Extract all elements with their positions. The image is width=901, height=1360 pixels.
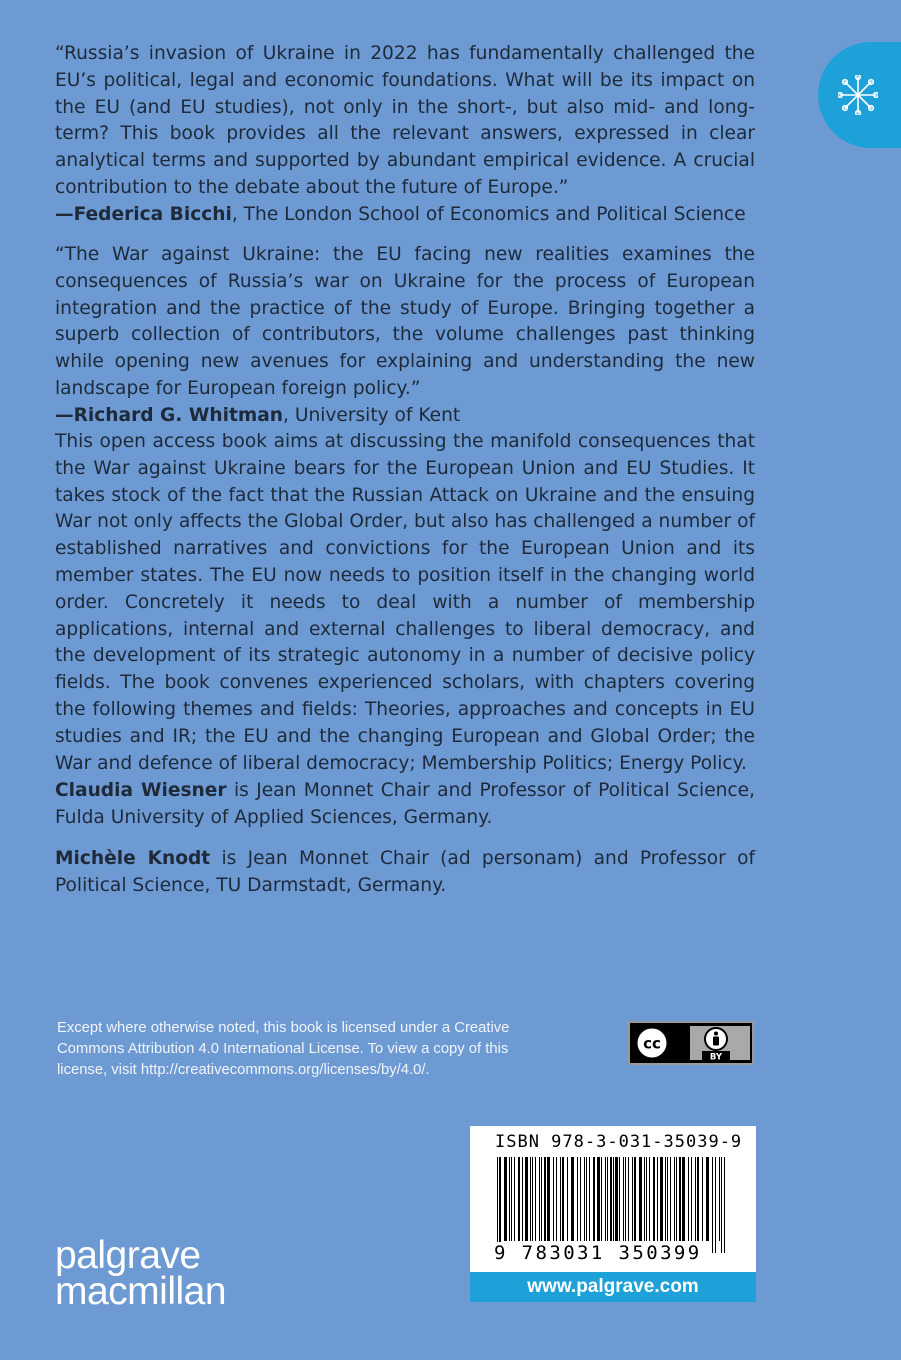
barcode-bar bbox=[625, 1157, 626, 1241]
barcode-bar bbox=[712, 1157, 713, 1253]
isbn-barcode-box bbox=[470, 1126, 756, 1302]
barcode-bar bbox=[530, 1157, 531, 1241]
isbn-label: ISBN 978-3-031-35039-9 bbox=[495, 1132, 743, 1152]
publisher-logo bbox=[55, 1234, 227, 1313]
website-link[interactable]: www.palgrave.com bbox=[470, 1272, 756, 1302]
barcode-bar bbox=[504, 1157, 507, 1241]
barcode-bar bbox=[544, 1157, 546, 1241]
barcode-bar bbox=[499, 1157, 501, 1253]
quote-text: “The War against Ukraine: the EU facing new realities examines the consequences of Russia’s war on Ukraine for the process of European integration and the practice of the study of Europe. Bringing together a superb collection of contributors, the volume challenges past thinking while opening new avenues for explaining and understanding the new landscape for European foreign policy.” bbox=[55, 244, 755, 399]
barcode-bar bbox=[539, 1157, 540, 1241]
barcode-bar bbox=[601, 1157, 602, 1241]
barcode-bar bbox=[567, 1157, 568, 1241]
barcode-bar bbox=[644, 1157, 645, 1241]
barcode-bar bbox=[562, 1157, 564, 1241]
barcode-bar bbox=[706, 1157, 709, 1241]
barcode-bar bbox=[541, 1157, 542, 1241]
author-name: Claudia Wiesner bbox=[55, 780, 227, 801]
barcode-bar bbox=[613, 1157, 614, 1241]
by-label: BY bbox=[709, 1052, 723, 1063]
author-bio-1 bbox=[55, 778, 755, 832]
barcode-bar bbox=[511, 1157, 512, 1241]
barcode-bar bbox=[719, 1157, 720, 1241]
barcode-bar bbox=[665, 1157, 666, 1241]
author-name: Michèle Knodt bbox=[55, 848, 211, 869]
barcode-bar bbox=[721, 1157, 722, 1253]
barcode-bar bbox=[525, 1157, 528, 1241]
barcode-bar bbox=[514, 1157, 515, 1241]
endorsement-quote-1 bbox=[55, 41, 755, 229]
barcode-bar bbox=[691, 1157, 692, 1241]
quote-author: —Richard G. Whitman bbox=[55, 404, 284, 426]
license-notice: Except where otherwise noted, this book is licensed under a Creative Commons Attribution 4.0 International License. To view a copy of this license, visit http://creativecommons.org/licenses/by/4.0/. bbox=[57, 1020, 510, 1078]
barcode-bar bbox=[610, 1157, 612, 1241]
barcode-bar bbox=[670, 1157, 671, 1241]
palgrave-spark-tab bbox=[818, 42, 901, 148]
barcode-bar bbox=[509, 1157, 510, 1241]
barcode-bar bbox=[724, 1157, 725, 1253]
barcode-bar bbox=[589, 1157, 590, 1241]
barcode-bar bbox=[577, 1157, 578, 1241]
barcode-bar bbox=[682, 1157, 685, 1241]
cc-icon-text: cc bbox=[643, 1034, 661, 1053]
barcode-bar bbox=[676, 1157, 677, 1241]
barcode-bar bbox=[497, 1157, 498, 1253]
quote-attribution bbox=[55, 202, 755, 229]
barcode-bar bbox=[607, 1157, 608, 1241]
barcode-bar bbox=[615, 1157, 618, 1241]
barcode-bar bbox=[688, 1157, 689, 1241]
barcode-bar bbox=[679, 1157, 681, 1241]
barcode-bar bbox=[715, 1157, 716, 1253]
barcode-bar bbox=[518, 1157, 520, 1241]
barcode-bar bbox=[646, 1157, 647, 1241]
barcode-bar bbox=[695, 1157, 696, 1241]
description-text: This open access book aims at discussing the manifold consequences that the War against Ukraine bears for the European Union and EU Studies. It takes stock of the fact that the Russian Attack on Ukraine and the ensuing War not only affects the Global Order, but also has challenged a number of established narratives and convictions for the European Union and its member states. The EU now needs to position itself in the changing world order. Concretely it needs to deal with a number of membership applications, internal and external challenges to liberal democracy, and the development of its strategic autonomy in a number of decisive policy fields. The book convenes experienced scholars, with chapters covering the following themes and fields: Theories, approaches and concepts in EU studies and IR; the EU and the changing European and Global Order; the War and defence of liberal democracy; Membership Politics; Energy Policy. bbox=[55, 431, 755, 774]
barcode-bar bbox=[580, 1157, 581, 1241]
barcode-bar bbox=[556, 1157, 557, 1241]
barcode-bar bbox=[674, 1157, 675, 1241]
cc-by-badge bbox=[628, 1021, 754, 1065]
book-description bbox=[55, 429, 755, 777]
barcode-bar bbox=[667, 1157, 668, 1241]
quote-text: “Russia’s invasion of Ukraine in 2022 has fundamentally challenged the EU’s political, legal and economic foundations. What will be its impact on the EU (and EU studies), not only in the short-, but also mid- and long-term? This book provides all the relevant answers, expressed in clear analytical terms and supported by abundant empirical evidence. A crucial contribution to the debate about the future of Europe.” bbox=[55, 43, 755, 198]
barcode-bar bbox=[532, 1157, 533, 1241]
barcode-bar bbox=[535, 1157, 536, 1241]
barcode-bar bbox=[653, 1157, 655, 1241]
barcode-bar bbox=[702, 1157, 703, 1241]
barcode-bar bbox=[597, 1157, 600, 1241]
barcode-bar bbox=[619, 1157, 620, 1241]
barcode-bar bbox=[522, 1157, 523, 1241]
barcode-bar bbox=[628, 1157, 629, 1241]
barcode bbox=[495, 1157, 731, 1253]
author-bio: is Jean Monnet Chair and Professor of Political Science, Fulda University of Applied Sciences, Germany. bbox=[55, 780, 755, 828]
barcode-bar bbox=[584, 1157, 585, 1241]
barcode-bar bbox=[560, 1157, 561, 1241]
endorsement-quote-2 bbox=[55, 242, 755, 430]
barcode-bar bbox=[657, 1157, 658, 1241]
author-bio-2 bbox=[55, 846, 755, 900]
publisher-logo-line-1: palgrave bbox=[55, 1234, 201, 1277]
author-bio: is Jean Monnet Chair (ad personam) and Professor of Political Science, TU Darmstadt, Germany. bbox=[55, 848, 755, 896]
barcode-bar bbox=[639, 1157, 642, 1241]
barcode-bar bbox=[547, 1157, 550, 1241]
barcode-bar bbox=[634, 1157, 636, 1241]
quote-author: —Federica Bicchi bbox=[55, 203, 232, 225]
palgrave-spark-icon bbox=[838, 75, 878, 115]
barcode-bar bbox=[605, 1157, 606, 1241]
quote-attribution bbox=[55, 403, 755, 430]
barcode-bar bbox=[623, 1157, 624, 1241]
barcode-bar bbox=[571, 1157, 574, 1241]
quote-affiliation: , University of Kent bbox=[283, 404, 461, 426]
barcode-bar bbox=[660, 1157, 663, 1241]
barcode-bar bbox=[649, 1157, 650, 1241]
barcode-bar bbox=[697, 1157, 699, 1241]
barcode-bar bbox=[593, 1157, 595, 1241]
barcode-digits: 9 783031 350399 bbox=[494, 1242, 702, 1264]
barcode-bar bbox=[632, 1157, 633, 1241]
barcode-bar bbox=[553, 1157, 554, 1241]
quote-affiliation: , The London School of Economics and Political Science bbox=[231, 203, 746, 225]
barcode-bar bbox=[586, 1157, 587, 1241]
publisher-logo-line-2: macmillan bbox=[55, 1270, 227, 1313]
